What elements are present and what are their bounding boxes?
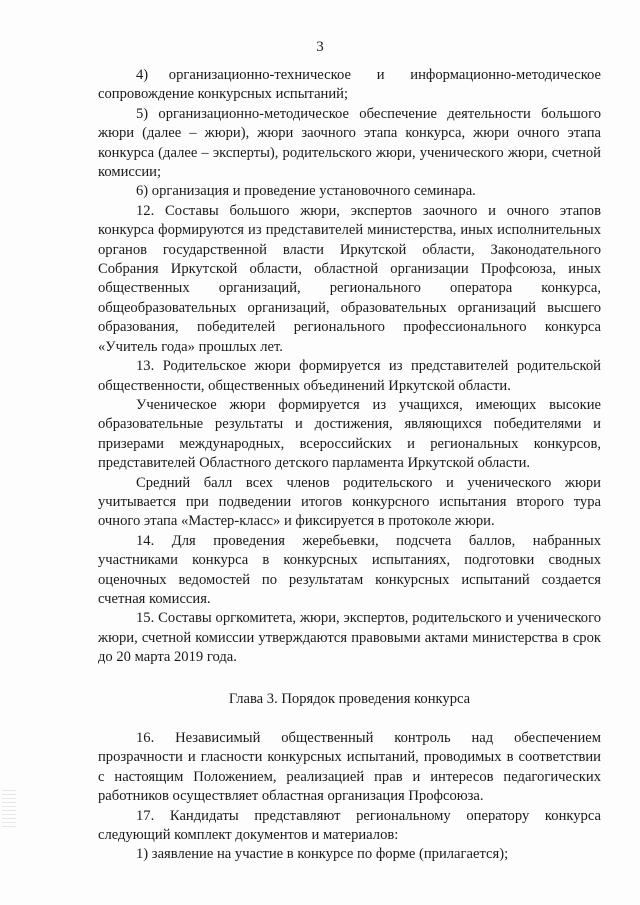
paragraph-clause-16: 16. Независимый общественный контроль над обеспечением прозрачности и гласности конкурсных испытаний, проводимых в соответствии с настоящим Положением, реализацией прав и интересов педагогических работников осуществляет областная организация Профсоюза. bbox=[98, 730, 601, 805]
paragraph-average-score: Средний балл всех членов родительского и ученического жюри учитывается при подведении итогов конкурсного испытания второго тура очного этапа «Мастер-класс» и фиксируется в протоколе жюри. bbox=[98, 474, 601, 530]
paragraph-item-4: 4) организационно-техническое и информационно-методическое сопровождение конкурсных испытаний; bbox=[98, 67, 601, 103]
paragraph-clause-14: 14. Для проведения жеребьевки, подсчета баллов, набранных участниками конкурса в конкурсных испытаниях, подготовки сводных оценочных ведомостей по результатам конкурсных испытаний создается счетная комиссия. bbox=[98, 532, 601, 607]
paragraph-clause-15: 15. Составы оргкомитета, жюри, экспертов, родительского и ученического жюри, счетной комиссии утверждаются правовыми актами министерства в срок до 20 марта 2019 года. bbox=[98, 610, 601, 666]
document-body bbox=[98, 66, 601, 865]
paragraph-item-1: 1) заявление на участие в конкурсе по форме (прилагается); bbox=[136, 846, 509, 863]
paragraph-item-5: 5) организационно-методическое обеспечение деятельности большого жюри (далее – жюри), жюри заочного этапа конкурса, жюри очного этапа конкурса (далее – эксперты), родительского жюри, ученического жюри, счетной комиссии; bbox=[98, 105, 601, 181]
paragraph-clause-17: 17. Кандидаты представляют региональному оператору конкурса следующий комплект документов и материалов: bbox=[98, 807, 601, 844]
paragraph-clause-12: 12. Составы большого жюри, экспертов заочного и очного этапов конкурса формируются из представителей министерства, иных исполнительных органов государственной власти Иркутской области, Законодательного Собрания Иркутской области, областной организации Профсоюза, иных общественных организаций, регионального оператора конкурса, общеобразовательных организаций, образовательных организаций высшего образования, победителей регионального профессионального конкурса «Учитель года» прошлых лет. bbox=[98, 202, 601, 355]
scan-artifact bbox=[2, 790, 16, 830]
paragraph-student-jury: Ученическое жюри формируется из учащихся, имеющих высокие образовательные результаты и достижения, являющихся победителями и призерами международных, всероссийских и региональных конкурсов, представителей Областного детского парламента Иркутской области. bbox=[98, 396, 601, 472]
paragraph-clause-13: 13. Родительское жюри формируется из представителей родительской общественности, общественных объединений Иркутской области. bbox=[98, 358, 601, 394]
paragraph-item-6: 6) организация и проведение установочного семинара. bbox=[136, 183, 476, 200]
chapter-heading: Глава 3. Порядок проведения конкурса bbox=[228, 690, 471, 707]
page-number: 3 bbox=[316, 39, 324, 55]
